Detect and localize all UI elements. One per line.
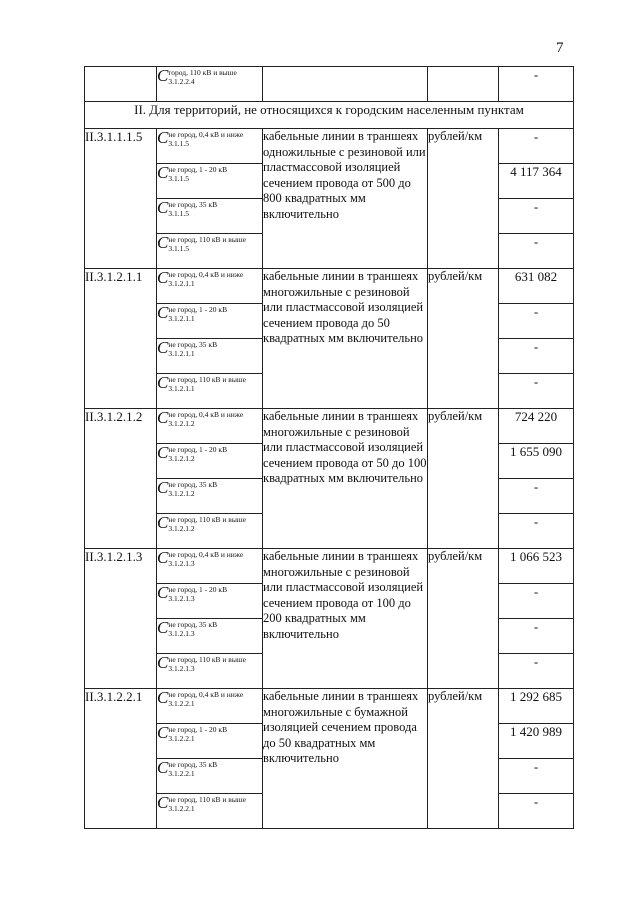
row-unit: рублей/км [428,129,499,269]
symbol-letter: C [157,443,169,462]
row-code: II.3.1.2.1.2 [85,409,157,549]
value-cell: - [499,374,574,409]
symbol-superscript: не город, 35 кВ [168,620,218,629]
row-code: II.3.1.2.1.1 [85,269,157,409]
symbol-cell [157,514,263,549]
row-code: II.3.1.2.1.3 [85,549,157,689]
symbol-indices [168,374,246,393]
symbol-indices [168,759,217,778]
description-cell [263,67,428,102]
symbol-subscript: 3.1.2.1.1 [168,349,195,358]
symbol-subscript: 3.1.2.2.4 [168,77,195,86]
value-cell: - [499,304,574,339]
symbol-indices [168,339,217,358]
symbol-cell [157,689,263,724]
symbol-indices [168,549,243,568]
value-cell: 4 117 364 [499,164,574,199]
symbol-subscript: 3.1.2.2.1 [168,769,195,778]
symbol-subscript: 3.1.2.1.1 [168,279,195,288]
value-cell: - [499,794,574,829]
symbol-letter: C [157,758,169,777]
row-unit: рублей/км [428,409,499,549]
symbol-indices [168,654,246,673]
table-row [85,129,574,164]
value-cell: - [499,654,574,689]
row-code: II.3.1.1.1.5 [85,129,157,269]
symbol-indices [168,129,243,148]
symbol-superscript: не город, 110 кВ и выше [168,795,246,804]
symbol-subscript: 3.1.2.1.3 [168,594,195,603]
symbol-superscript: не город, 1 - 20 кВ [168,725,228,734]
value-cell: - [499,619,574,654]
symbol-cell [157,759,263,794]
symbol-subscript: 3.1.2.1.2 [168,454,195,463]
symbol-letter: C [157,548,169,567]
symbol-letter: C [157,653,169,672]
value-cell: - [499,479,574,514]
symbol-subscript: 3.1.2.1.2 [168,489,195,498]
row-description: кабельные линии в траншеях одножильные с резиновой или пластмассовой изоляцией сечением провода от 500 до 800 квадратных мм включительно [263,129,428,269]
value-cell: 724 220 [499,409,574,444]
symbol-letter: C [157,408,169,427]
symbol-cell [157,479,263,514]
symbol-cell [157,409,263,444]
code-cell [85,67,157,102]
symbol-indices [168,724,227,743]
symbol-superscript: не город, 35 кВ [168,200,218,209]
value-cell: - [499,199,574,234]
value-cell: 1 292 685 [499,689,574,724]
row-description: кабельные линии в траншеях многожильные с резиновой или пластмассовой изоляцией сечением провода до 50 квадратных мм включительно [263,269,428,409]
symbol-letter: C [157,688,169,707]
symbol-cell [157,619,263,654]
symbol-cell [157,444,263,479]
tariff-table [84,66,574,829]
symbol-cell [157,164,263,199]
symbol-indices [168,619,217,638]
symbol-superscript: не город, 35 кВ [168,760,218,769]
symbol-indices [168,164,227,183]
row-unit: рублей/км [428,549,499,689]
symbol-letter: C [157,233,169,252]
symbol-subscript: 3.1.2.2.1 [168,734,195,743]
symbol-indices [168,479,217,498]
symbol-letter: C [157,513,169,532]
section-row [85,102,574,129]
symbol-subscript: 3.1.1.5 [168,174,189,183]
symbol-letter: C [157,793,169,812]
symbol-subscript: 3.1.2.1.3 [168,629,195,638]
symbol-subscript: 3.1.2.1.3 [168,664,195,673]
row-description: кабельные линии в траншеях многожильные с резиновой или пластмассовой изоляцией сечением провода от 100 до 200 квадратных мм включительно [263,549,428,689]
symbol-superscript: не город, 0,4 кВ и ниже [168,270,244,279]
symbol-subscript: 3.1.2.2.1 [168,699,195,708]
symbol-indices [168,689,243,708]
row-unit: рублей/км [428,689,499,829]
symbol-subscript: 3.1.2.2.1 [168,804,195,813]
symbol-indices [168,444,227,463]
symbol-letter: C [157,618,169,637]
row-code: II.3.1.2.2.1 [85,689,157,829]
symbol-cell [157,584,263,619]
symbol-cell [157,234,263,269]
symbol-superscript: не город, 110 кВ и выше [168,655,246,664]
symbol-cell [157,794,263,829]
symbol-superscript: не город, 35 кВ [168,480,218,489]
symbol-subscript: 3.1.1.5 [168,244,189,253]
symbol-letter: C [157,478,169,497]
section-title: II. Для территорий, не относящихся к городским населенным пунктам [85,102,574,129]
symbol-superscript: не город, 1 - 20 кВ [168,305,228,314]
value-cell: - [499,759,574,794]
symbol-indices [168,199,217,218]
symbol-subscript: 3.1.2.1.1 [168,384,195,393]
symbol-cell [157,724,263,759]
table-row [85,67,574,102]
symbol-superscript: не город, 110 кВ и выше [168,375,246,384]
symbol-cell [157,67,263,102]
symbol-superscript: не город, 35 кВ [168,340,218,349]
symbol-cell [157,129,263,164]
tariff-table-body [85,67,574,829]
symbol-letter: C [157,373,169,392]
table-row [85,689,574,724]
value-cell: - [499,514,574,549]
symbol-letter: C [157,303,169,322]
symbol-letter: C [157,198,169,217]
symbol-indices [168,409,243,428]
value-cell: 1 655 090 [499,444,574,479]
symbol-subscript: 3.1.1.5 [168,139,189,148]
page-number: 7 [556,40,564,56]
symbol-letter: C [157,583,169,602]
symbol-indices [168,269,243,288]
symbol-superscript: не город, 110 кВ и выше [168,235,246,244]
unit-cell [428,67,499,102]
table-row [85,269,574,304]
symbol-superscript: не город, 110 кВ и выше [168,515,246,524]
row-description: кабельные линии в траншеях многожильные с резиновой или пластмассовой изоляцией сечением провода от 50 до 100 квадратных мм включительно [263,409,428,549]
symbol-cell [157,339,263,374]
symbol-cell [157,199,263,234]
symbol-subscript: 3.1.1.5 [168,209,189,218]
value-cell: 631 082 [499,269,574,304]
symbol-letter: C [157,723,169,742]
symbol-letter: C [157,163,169,182]
symbol-cell [157,269,263,304]
symbol-superscript: не город, 1 - 20 кВ [168,445,228,454]
symbol-subscript: 3.1.2.1.2 [168,524,195,533]
table-row [85,409,574,444]
symbol-indices [168,794,246,813]
symbol-indices [168,514,246,533]
symbol-cell [157,654,263,689]
symbol-superscript: не город, 1 - 20 кВ [168,165,228,174]
table-row [85,549,574,584]
symbol-superscript: не город, 1 - 20 кВ [168,585,228,594]
row-unit: рублей/км [428,269,499,409]
symbol-cell [157,304,263,339]
symbol-superscript: не город, 0,4 кВ и ниже [168,550,244,559]
symbol-indices [168,584,227,603]
symbol-cell [157,374,263,409]
value-cell: - [499,234,574,269]
symbol-subscript: 3.1.2.1.3 [168,559,195,568]
value-cell: - [499,339,574,374]
symbol-superscript: не город, 0,4 кВ и ниже [168,690,244,699]
symbol-letter: C [157,66,169,85]
row-description: кабельные линии в траншеях многожильные с бумажной изоляцией сечением провода до 50 квадратных мм включительно [263,689,428,829]
value-cell: - [499,67,574,102]
symbol-superscript: город, 110 кВ и выше [168,68,237,77]
symbol-letter: C [157,128,169,147]
symbol-subscript: 3.1.2.1.1 [168,314,195,323]
symbol-indices [168,234,246,253]
symbol-letter: C [157,338,169,357]
value-cell: 1 420 989 [499,724,574,759]
symbol-superscript: не город, 0,4 кВ и ниже [168,130,244,139]
symbol-letter: C [157,268,169,287]
symbol-indices [168,304,227,323]
value-cell: 1 066 523 [499,549,574,584]
value-cell: - [499,129,574,164]
symbol-subscript: 3.1.2.1.2 [168,419,195,428]
symbol-cell [157,549,263,584]
symbol-superscript: не город, 0,4 кВ и ниже [168,410,244,419]
value-cell: - [499,584,574,619]
